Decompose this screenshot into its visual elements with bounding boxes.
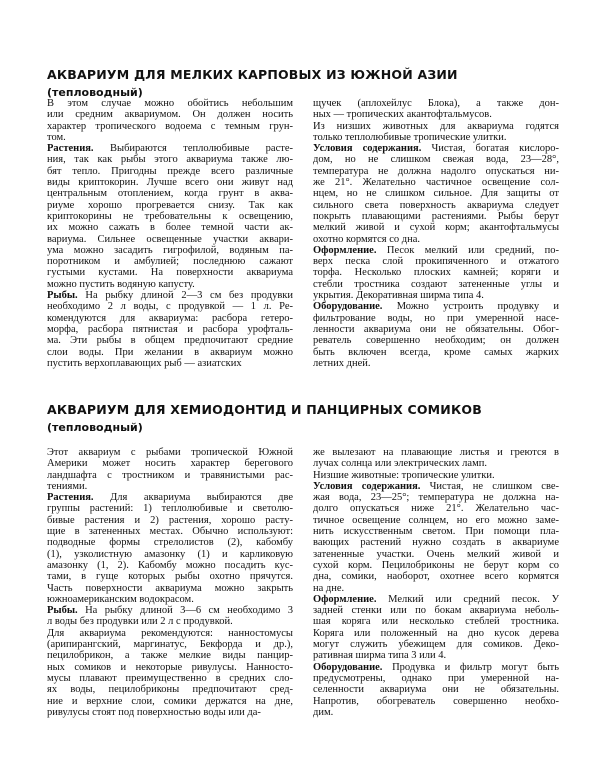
paragraph bbox=[47, 290, 293, 369]
text-line bbox=[47, 583, 293, 594]
text-line bbox=[47, 537, 293, 548]
text-line bbox=[313, 650, 559, 661]
line-text: вающих растений нужно создать в аквариуме bbox=[313, 537, 559, 549]
section-2-subtitle: (тепловодный) bbox=[47, 421, 143, 434]
paragraph bbox=[313, 121, 559, 144]
text-line bbox=[313, 222, 559, 233]
text-line bbox=[313, 526, 559, 537]
text-line bbox=[47, 143, 293, 154]
text-line bbox=[313, 132, 559, 143]
line-text: дим. bbox=[313, 706, 334, 718]
line-text: дна, сомики, наоборот, охотнее всего кормятся bbox=[313, 571, 559, 583]
text-line bbox=[313, 673, 559, 684]
paragraph-lead: Условия содержания. bbox=[313, 480, 421, 492]
line-text: или средним аквариумом. Он должен носить bbox=[47, 109, 293, 121]
section-1-right-column bbox=[313, 98, 559, 369]
paragraph-lead: Растения. bbox=[47, 492, 94, 504]
line-text: шая коряга или несколько стеблей тростника. bbox=[313, 616, 559, 628]
text-line bbox=[47, 166, 293, 177]
text-line bbox=[47, 211, 293, 222]
line-text: Для аквариума выбираются две bbox=[110, 492, 293, 504]
line-text: Чистая, богатая кислоро- bbox=[431, 143, 559, 155]
text-line bbox=[47, 650, 293, 661]
text-line bbox=[47, 503, 293, 514]
line-text: Америки может носить характер берегового bbox=[47, 458, 293, 470]
line-text: Можно устроить продувку и bbox=[396, 301, 559, 313]
text-line bbox=[47, 188, 293, 199]
line-text: только теплолюбивые тропические улитки. bbox=[313, 131, 507, 143]
line-text: риуме хорошо прогревается снизу. Так как bbox=[47, 199, 293, 211]
line-text: Из низших животных для аквариума годятся bbox=[313, 120, 559, 132]
line-text: Коряга или положенный на дно кусок дерева bbox=[313, 627, 559, 639]
line-text: (1), узколистную амазонку (1) и карликовую bbox=[47, 548, 293, 560]
line-text: группы растений: 1) теплолюбивые и светолю- bbox=[47, 503, 293, 515]
paragraph bbox=[313, 470, 559, 481]
line-text: В этом случае можно обойтись небольшим bbox=[47, 98, 293, 109]
section-1-left-column bbox=[47, 98, 293, 369]
text-line bbox=[47, 98, 293, 109]
section-1-title: АКВАРИУМ ДЛЯ МЕЛКИХ КАРПОВЫХ ИЗ ЮЖНОЙ АЗИИ bbox=[47, 67, 458, 82]
line-text: Мелкий или средний песок. У bbox=[388, 593, 560, 605]
line-text: Для аквариума рекомендуются: нанностомусы bbox=[47, 627, 293, 639]
paragraph-lead: Растения. bbox=[47, 143, 94, 155]
text-line bbox=[313, 200, 559, 211]
text-line bbox=[47, 560, 293, 571]
line-text: нцем, но не слишком сильное. Для защиты от bbox=[313, 188, 559, 200]
line-text: долго опускаться ниже 21°. Желательно час- bbox=[313, 503, 559, 515]
line-text: На рыбку длиной 2—3 см без продувки bbox=[85, 290, 293, 302]
line-text: селенности аквариума они не обязательны. bbox=[313, 684, 559, 696]
text-line bbox=[313, 313, 559, 324]
text-line bbox=[47, 673, 293, 684]
text-line bbox=[313, 628, 559, 639]
line-text: Песок мелкий или средний, по- bbox=[386, 244, 559, 256]
text-line bbox=[47, 313, 293, 324]
line-text: мусы плавают преимущественно в средних сло- bbox=[47, 672, 293, 684]
line-text: могут служить убежищем для сомиков. Деко- bbox=[313, 639, 559, 651]
text-line bbox=[47, 200, 293, 211]
line-text: ных сомиков и некоторые ривулусы. Нанносто- bbox=[47, 661, 293, 673]
text-line bbox=[47, 707, 293, 718]
text-line bbox=[47, 628, 293, 639]
paragraph-lead: Рыбы. bbox=[47, 605, 78, 617]
line-text: фильтрование воды, но при умеренной насе- bbox=[313, 312, 559, 324]
text-line bbox=[313, 267, 559, 278]
text-line bbox=[47, 605, 293, 616]
text-line bbox=[313, 594, 559, 605]
paragraph bbox=[47, 447, 293, 492]
line-text: комендуются для аквариума: расбора гетеро- bbox=[47, 312, 293, 324]
line-text: необходимо 2 л воды, с продувкой — 1 л. Ре- bbox=[47, 301, 293, 313]
line-text: морфа, расбора пятнистая и расбора урофталь- bbox=[47, 323, 293, 335]
paragraph-lead: Рыбы. bbox=[47, 290, 78, 302]
line-text: Напротив, обогреватель совершенно необхо- bbox=[313, 695, 559, 707]
line-text: мелкий живой и сухой корм; акантофтальмусы bbox=[313, 222, 559, 234]
paragraph-lead: Условия содержания. bbox=[313, 143, 422, 155]
line-text: верх песка слой прокипяченного и отжатого bbox=[313, 256, 559, 268]
text-line bbox=[47, 470, 293, 481]
line-text: ма. Эти рыбы в общем предпочитают средние bbox=[47, 335, 293, 347]
text-line bbox=[47, 358, 293, 369]
text-line bbox=[313, 335, 559, 346]
line-text: же вылезают на плавающие листья и греются в bbox=[313, 447, 559, 458]
paragraph bbox=[47, 605, 293, 628]
text-line bbox=[313, 481, 559, 492]
line-text: Низшие животные: тропические улитки. bbox=[313, 469, 495, 481]
line-text: летних дней. bbox=[313, 357, 371, 369]
text-line bbox=[47, 234, 293, 245]
text-line bbox=[313, 154, 559, 165]
line-text: пецилобрикон, а также мелкие виды панцир- bbox=[47, 650, 293, 662]
line-text: тами, в гуще которых рыбы охотно прячутся. bbox=[47, 571, 293, 583]
line-text: тениями. bbox=[47, 480, 88, 492]
line-text: ривулусы стоят под поверхностью воды или да- bbox=[47, 706, 261, 718]
line-text: покрыть плавающими растениями. Рыбы берут bbox=[313, 210, 559, 222]
paragraph bbox=[47, 492, 293, 605]
text-line bbox=[47, 515, 293, 526]
line-text: стебли тростника создают затененные углы и bbox=[313, 278, 559, 290]
text-line bbox=[313, 470, 559, 481]
line-text: ния, так как рыбы этого аквариума также лю- bbox=[47, 154, 293, 166]
text-line bbox=[313, 616, 559, 627]
line-text: Часть поверхности аквариума можно закрыть bbox=[47, 582, 293, 594]
text-line bbox=[313, 571, 559, 582]
paragraph bbox=[47, 98, 293, 143]
text-line bbox=[313, 537, 559, 548]
text-line bbox=[47, 616, 293, 627]
section-2-left-column bbox=[47, 447, 293, 718]
line-text: затененные участки. Очень мелкий живой и bbox=[313, 548, 559, 560]
line-text: дом, но не слишком свежая вода, 23—28°, bbox=[313, 154, 559, 166]
text-line bbox=[47, 132, 293, 143]
text-line bbox=[47, 324, 293, 335]
text-line bbox=[313, 503, 559, 514]
text-line bbox=[47, 154, 293, 165]
text-line bbox=[313, 458, 559, 469]
section-2-title: АКВАРИУМ ДЛЯ ХЕМИОДОНТИД И ПАНЦИРНЫХ СОМИКОВ bbox=[47, 402, 482, 417]
text-line bbox=[47, 347, 293, 358]
line-text: подводные формы стрелолистов (2), кабомбу bbox=[47, 537, 293, 549]
paragraph bbox=[313, 481, 559, 594]
text-line bbox=[47, 245, 293, 256]
paragraph-lead: Оформление. bbox=[313, 593, 377, 605]
text-line bbox=[313, 245, 559, 256]
line-text: том. bbox=[47, 131, 66, 143]
paragraph bbox=[313, 301, 559, 369]
text-line bbox=[313, 347, 559, 358]
text-line bbox=[47, 594, 293, 605]
text-line bbox=[313, 662, 559, 673]
line-text: нить искусственным светом. При помощи пла- bbox=[313, 526, 559, 538]
text-line bbox=[47, 290, 293, 301]
text-line bbox=[47, 335, 293, 346]
text-line bbox=[47, 256, 293, 267]
line-text: Этот аквариум с рыбами тропической Южной bbox=[47, 447, 293, 458]
line-text: л воды без продувки или 2 л с продувкой. bbox=[47, 616, 233, 628]
line-text: Чистая, не слишком све- bbox=[429, 480, 560, 492]
text-line bbox=[47, 696, 293, 707]
line-text: ние и верхние слои, сомики держатся на дне, bbox=[47, 695, 293, 707]
line-text: их можно сажать в более темной части ак- bbox=[47, 222, 293, 234]
line-text: ландшафта с тростником и травянистыми рас- bbox=[47, 469, 293, 481]
line-text: (арипирангский, маргинатус, Бекфорда и др.), bbox=[47, 639, 293, 651]
line-text: ях воды, пецилобриконы предпочитают сред- bbox=[47, 684, 293, 696]
line-text: На рыбку длиной 3—6 см необходимо 3 bbox=[85, 605, 293, 617]
text-line bbox=[313, 696, 559, 707]
text-line bbox=[47, 481, 293, 492]
paragraph-lead: Оборудование. bbox=[313, 301, 383, 313]
text-line bbox=[313, 211, 559, 222]
text-line bbox=[313, 98, 559, 109]
line-text: торфа. Несколько плоских камней; коряги и bbox=[313, 267, 559, 279]
text-line bbox=[313, 143, 559, 154]
text-line bbox=[313, 549, 559, 560]
text-line bbox=[313, 684, 559, 695]
text-line bbox=[47, 279, 293, 290]
line-text: быть включен всегда, кроме самых жарких bbox=[313, 346, 559, 358]
text-line bbox=[313, 560, 559, 571]
line-text: поротником и амбулией; последнюю сажают bbox=[47, 256, 293, 268]
paragraph bbox=[313, 98, 559, 121]
text-line bbox=[47, 177, 293, 188]
line-text: задней стенки или по бокам аквариума неболь- bbox=[313, 605, 559, 617]
line-text: жая вода, 23—25°; температура не должна на- bbox=[313, 492, 559, 504]
line-text: пустить верхоплавающих рыб — азиатских bbox=[47, 357, 242, 369]
line-text: амазонку (1, 2). Кабомбу можно посадить кус- bbox=[47, 559, 293, 571]
paragraph bbox=[313, 245, 559, 301]
text-line bbox=[313, 166, 559, 177]
line-text: сухой корм. Пецилобриконы не берут корм со bbox=[313, 559, 559, 571]
paragraph-lead: Оформление. bbox=[313, 244, 377, 256]
line-text: криптокорины не требовательны к освещению, bbox=[47, 210, 293, 222]
line-text: реватель совершенно необходим; он должен bbox=[313, 335, 559, 347]
line-text: температура не должна надолго опускаться ни- bbox=[313, 165, 559, 177]
paragraph bbox=[47, 143, 293, 290]
section-1-subtitle: (тепловодный) bbox=[47, 86, 143, 99]
text-line bbox=[47, 267, 293, 278]
paragraph-lead: Оборудование. bbox=[313, 661, 383, 673]
line-text: укрытия. Декоративная ширма типа 4. bbox=[313, 290, 484, 302]
section-2-right-column bbox=[313, 447, 559, 718]
paragraph bbox=[313, 594, 559, 662]
line-text: щучек (аплохейлус Блока), а также дон- bbox=[313, 98, 559, 109]
text-line bbox=[313, 492, 559, 503]
line-text: виды криптокорин. Лучше всего они живут над bbox=[47, 177, 293, 189]
line-text: можно пустить водяную капусту. bbox=[47, 278, 195, 290]
line-text: слои воды. При желании в аквариум можно bbox=[47, 346, 293, 358]
paragraph bbox=[313, 662, 559, 718]
line-text: же 21°. Желательно частичное освещение сол- bbox=[313, 177, 559, 189]
text-line bbox=[313, 447, 559, 458]
text-line bbox=[313, 301, 559, 312]
text-line bbox=[47, 109, 293, 120]
paragraph bbox=[47, 628, 293, 718]
line-text: вариума. Сильнее освещенные участки аквари- bbox=[47, 233, 293, 245]
line-text: ленности аквариума они не обязательны. Обог- bbox=[313, 323, 559, 335]
line-text: охотно кормятся со дна. bbox=[313, 233, 421, 245]
paragraph bbox=[313, 143, 559, 245]
text-line bbox=[313, 121, 559, 132]
line-text: ных — тропических акантофтальмусов. bbox=[313, 109, 492, 121]
line-text: центральным отоплением, когда грунт в аква- bbox=[47, 188, 293, 200]
text-line bbox=[47, 639, 293, 650]
text-line bbox=[47, 222, 293, 233]
text-line bbox=[47, 549, 293, 560]
line-text: бят тепло. Пригодны прежде всего различные bbox=[47, 165, 293, 177]
text-line bbox=[313, 188, 559, 199]
text-line bbox=[313, 324, 559, 335]
line-text: на дне. bbox=[313, 582, 345, 594]
text-line bbox=[313, 109, 559, 120]
text-line bbox=[313, 290, 559, 301]
text-line bbox=[313, 358, 559, 369]
text-line bbox=[313, 177, 559, 188]
text-line bbox=[313, 707, 559, 718]
text-line bbox=[47, 492, 293, 503]
text-line bbox=[47, 526, 293, 537]
line-text: характер тропического водоема с темным грун- bbox=[47, 120, 293, 132]
text-line bbox=[313, 234, 559, 245]
line-text: тичное освещение солнцем, но его можно заме- bbox=[313, 514, 559, 526]
text-line bbox=[313, 279, 559, 290]
text-line bbox=[313, 639, 559, 650]
line-text: сильного света поверхность аквариума следует bbox=[313, 199, 559, 211]
text-line bbox=[47, 121, 293, 132]
text-line bbox=[313, 605, 559, 616]
text-line bbox=[47, 571, 293, 582]
line-text: бивые растения и 2) растения, хорошо расту- bbox=[47, 514, 293, 526]
line-text: южноамериканским водокрасом. bbox=[47, 593, 194, 605]
text-line bbox=[313, 583, 559, 594]
line-text: щие в затененных местах. Обычно используют: bbox=[47, 526, 293, 538]
line-text: густыми кустами. На поверхности аквариума bbox=[47, 267, 293, 279]
text-line bbox=[313, 256, 559, 267]
line-text: Продувка и фильтр могут быть bbox=[392, 661, 559, 673]
line-text: Выбираются теплолюбивые расте- bbox=[110, 143, 293, 155]
text-line bbox=[47, 684, 293, 695]
line-text: ративная ширма типа 3 или 4. bbox=[313, 650, 447, 662]
paragraph bbox=[313, 447, 559, 470]
text-line bbox=[47, 301, 293, 312]
line-text: предусмотрены, однако при умеренной на- bbox=[313, 672, 559, 684]
text-line bbox=[47, 447, 293, 458]
line-text: лучах солнца или электрических ламп. bbox=[313, 458, 487, 470]
text-line bbox=[47, 458, 293, 469]
text-line bbox=[313, 515, 559, 526]
text-line bbox=[47, 662, 293, 673]
line-text: ума можно засадить гигрофилой, водяным па- bbox=[47, 244, 293, 256]
